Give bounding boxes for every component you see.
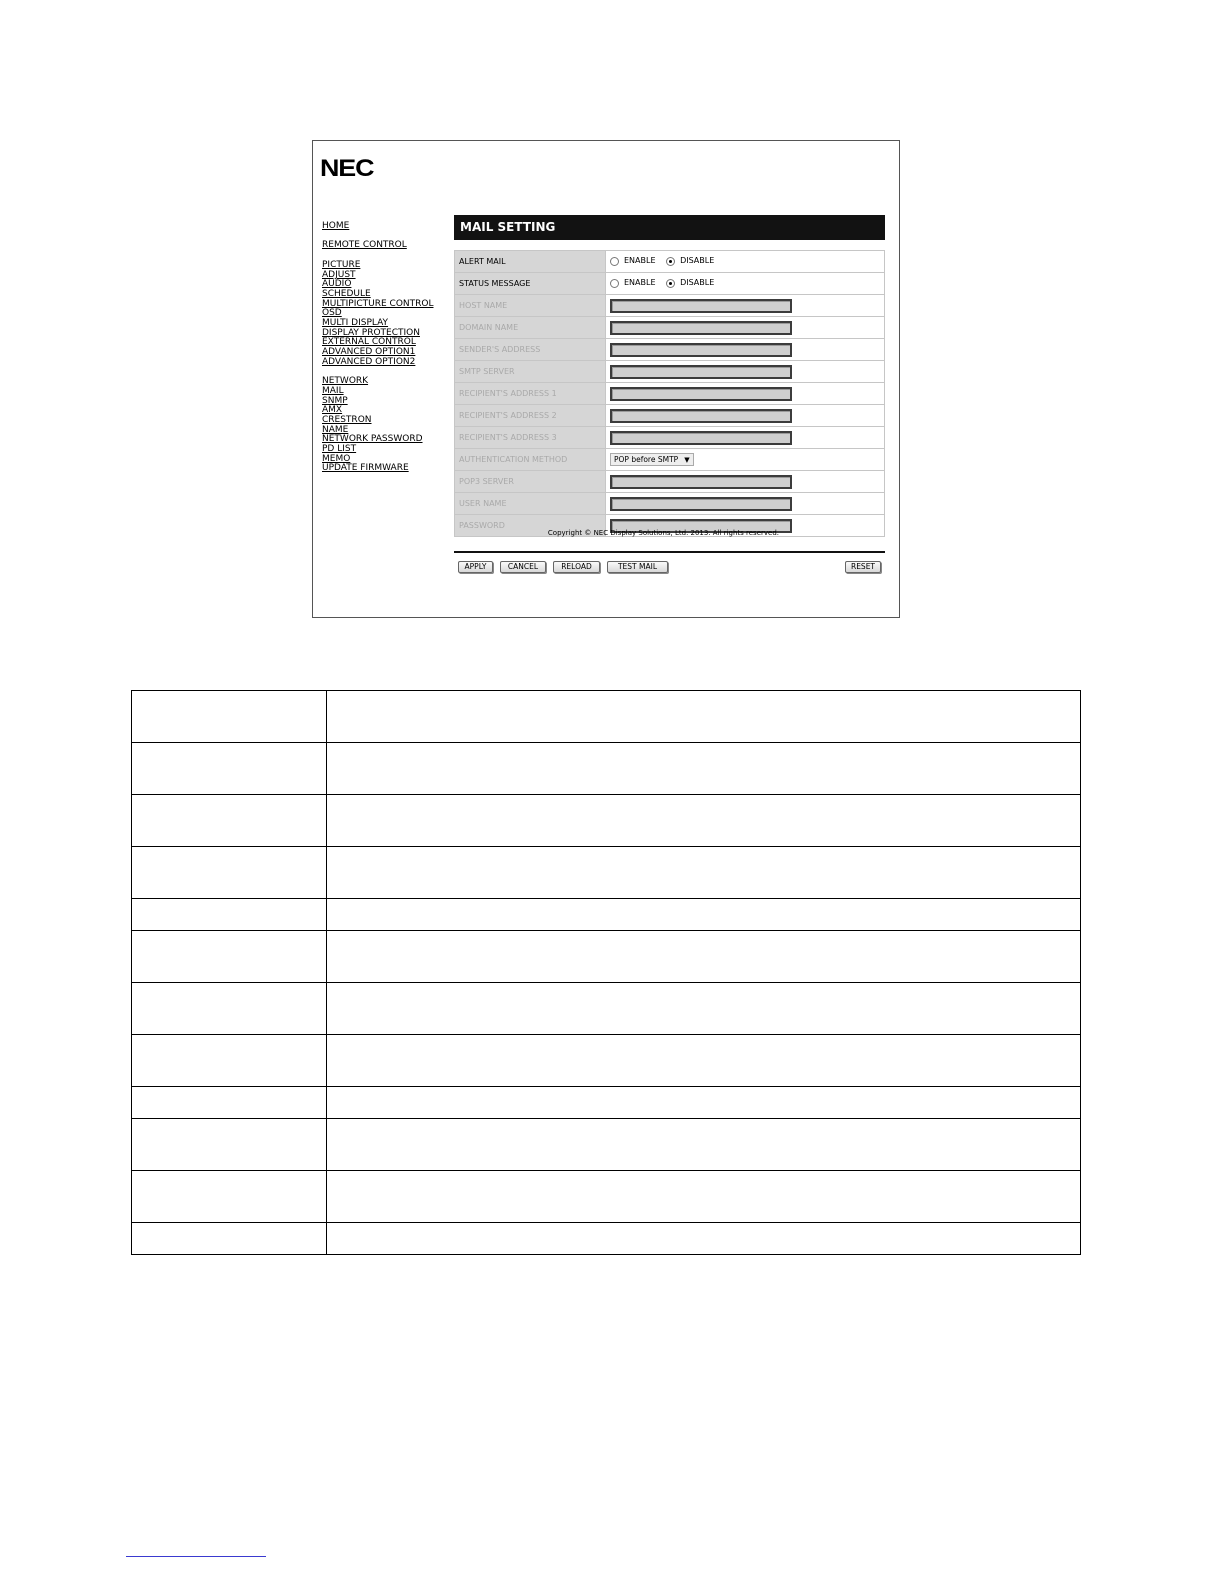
footnote-rule [126,1556,266,1557]
description-text-cell [327,1223,1081,1255]
nav-link-picture[interactable]: PICTURE [322,260,361,270]
description-text-cell [327,983,1081,1035]
description-text-cell [327,795,1081,847]
nav-link-network[interactable]: NETWORK [322,376,369,386]
description-term-cell [132,847,327,899]
setting-label: HOST NAME [455,295,606,317]
setting-label: RECIPIENT'S ADDRESS 2 [455,405,606,427]
description-term-cell [132,931,327,983]
smtp-server-input[interactable] [610,365,792,379]
description-term-cell [132,899,327,931]
alert-mail-enable-radio[interactable] [610,257,619,266]
description-term-cell [132,743,327,795]
setting-label: AUTHENTICATION METHOD [455,449,606,471]
description-term-cell [132,1223,327,1255]
dropdown-arrow-icon: ▼ [684,456,690,464]
radio-label: DISABLE [680,256,715,266]
setting-value [606,251,885,273]
setting-label: STATUS MESSAGE [455,273,606,295]
nav-link-home[interactable]: HOME [322,221,350,231]
description-row [132,691,1081,743]
host-name-input[interactable] [610,299,792,313]
description-row [132,899,1081,931]
setting-label: ALERT MAIL [455,251,606,273]
setting-row-domain-name [455,317,885,339]
radio-label: DISABLE [680,278,715,288]
description-text-cell [327,899,1081,931]
apply-button[interactable]: APPLY [458,561,493,573]
setting-row-recipients-address-2 [455,405,885,427]
setting-row-smtp-server [455,361,885,383]
setting-value [606,273,885,295]
cancel-button[interactable]: CANCEL [500,561,546,573]
description-text-cell [327,931,1081,983]
setting-label: DOMAIN NAME [455,317,606,339]
setting-value [606,295,885,317]
description-text-cell [327,691,1081,743]
nav-link-multi-display[interactable]: MULTI DISPLAY [322,318,389,328]
nav-link-remote-control[interactable]: REMOTE CONTROL [322,240,407,250]
description-row [132,1087,1081,1119]
nav-link-osd[interactable]: OSD [322,308,342,318]
reload-button[interactable]: RELOAD [553,561,600,573]
description-text-cell [327,847,1081,899]
setting-label: RECIPIENT'S ADDRESS 1 [455,383,606,405]
nav-link-advanced-option1[interactable]: ADVANCED OPTION1 [322,347,416,357]
description-text-cell [327,1087,1081,1119]
radio-label: ENABLE [624,256,656,266]
description-text-cell [327,743,1081,795]
nav-link-schedule[interactable]: SCHEDULE [322,289,371,299]
setting-label: USER NAME [455,493,606,515]
setting-row-host-name [455,295,885,317]
nav-link-advanced-option2[interactable]: ADVANCED OPTION2 [322,357,416,367]
test-mail-button[interactable]: TEST MAIL [607,561,668,573]
status-message-enable-radio[interactable] [610,279,619,288]
description-row [132,983,1081,1035]
setting-value [606,383,885,405]
recipients-address-1-input[interactable] [610,387,792,401]
nav-link-name[interactable]: NAME [322,425,349,435]
description-row [132,1035,1081,1087]
description-text-cell [327,1035,1081,1087]
description-row [132,847,1081,899]
setting-label: RECIPIENT'S ADDRESS 3 [455,427,606,449]
setting-value [606,405,885,427]
setting-row-recipients-address-3 [455,427,885,449]
senders-address-input[interactable] [610,343,792,357]
description-table [131,690,1081,1255]
description-row [132,743,1081,795]
setting-row-senders-address [455,339,885,361]
setting-label: PASSWORD [455,515,606,537]
setting-value [606,317,885,339]
copyright-notice: Copyright © NEC Display Solutions, Ltd. 2013. All rights reserved. [547,529,779,537]
nav-link-update-firmware[interactable]: UPDATE FIRMWARE [322,463,409,473]
nav-link-adjust[interactable]: ADJUST [322,270,356,280]
setting-row-authentication-method [455,449,885,471]
nav-link-external-control[interactable]: EXTERNAL CONTROL [322,337,416,347]
description-term-cell [132,795,327,847]
description-row [132,931,1081,983]
reset-button[interactable]: RESET [845,561,881,573]
mail-settings-table [454,250,885,537]
authentication-method-select[interactable] [610,453,694,466]
setting-label: POP3 SERVER [455,471,606,493]
setting-value [606,493,885,515]
domain-name-input[interactable] [610,321,792,335]
setting-value [606,361,885,383]
alert-mail-disable-radio[interactable] [666,257,675,266]
description-row [132,795,1081,847]
description-term-cell [132,1087,327,1119]
description-text-cell [327,1171,1081,1223]
recipients-address-3-input[interactable] [610,431,792,445]
nav-link-audio[interactable]: AUDIO [322,279,352,289]
description-row [132,1223,1081,1255]
description-term-cell [132,691,327,743]
nav-link-pd-list[interactable]: PD LIST [322,444,357,454]
nav-link-multipicture-control[interactable]: MULTIPICTURE CONTROL [322,299,434,309]
nec-logo: NEC [320,155,374,182]
select-value: POP before SMTP [614,455,679,464]
setting-value [606,339,885,361]
panel-divider [454,551,885,553]
recipients-address-2-input[interactable] [610,409,792,423]
setting-row-pop3-server [455,471,885,493]
setting-row-alert-mail [455,251,885,273]
status-message-disable-radio[interactable] [666,279,675,288]
pop3-server-input[interactable] [610,475,792,489]
description-row [132,1171,1081,1223]
setting-label: SENDER'S ADDRESS [455,339,606,361]
setting-value [606,427,885,449]
setting-value [606,449,885,471]
setting-row-user-name [455,493,885,515]
description-text-cell [327,1119,1081,1171]
nec-web-ui-frame [312,140,900,618]
setting-row-recipients-address-1 [455,383,885,405]
nav-link-memo[interactable]: MEMO [322,454,351,464]
radio-label: ENABLE [624,278,656,288]
copyright-text [313,528,885,538]
nav-link-network-password[interactable]: NETWORK PASSWORD [322,434,423,444]
description-term-cell [132,1171,327,1223]
user-name-input[interactable] [610,497,792,511]
panel-title: MAIL SETTING [454,215,885,240]
nav-link-snmp[interactable]: SNMP [322,396,348,406]
description-term-cell [132,1119,327,1171]
nav-link-crestron[interactable]: CRESTRON [322,415,372,425]
setting-label: SMTP SERVER [455,361,606,383]
setting-row-status-message [455,273,885,295]
nav-link-amx[interactable]: AMX [322,405,343,415]
setting-value [606,471,885,493]
nav-link-display-protection[interactable]: DISPLAY PROTECTION [322,328,420,338]
nav-link-mail[interactable]: MAIL [322,386,344,396]
description-term-cell [132,1035,327,1087]
description-row [132,1119,1081,1171]
description-term-cell [132,983,327,1035]
